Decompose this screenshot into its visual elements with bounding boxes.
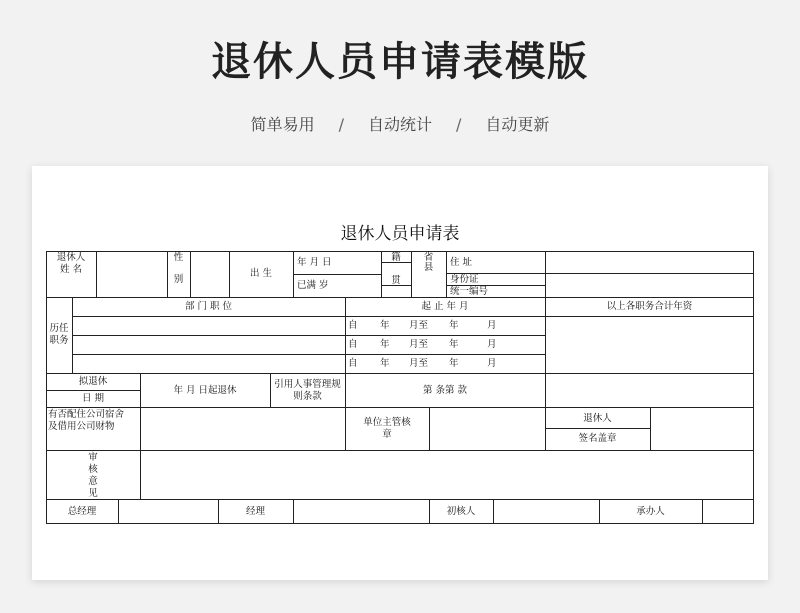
manager-label: 经理 [245, 506, 265, 517]
retire-date-label-1: 拟退休 [78, 376, 108, 387]
retiree-sign-label: 退休人 [583, 413, 612, 424]
separator: / [338, 115, 344, 134]
feature-auto-stat: 自动统计 [367, 115, 432, 134]
retiree-name-label: 退休人 姓 名 [56, 252, 86, 275]
native-label-1: 籍 [391, 252, 401, 263]
county-label: 县 [423, 262, 434, 273]
handler-label: 承办人 [636, 506, 665, 517]
retire-date-label-2: 日 期 [81, 393, 105, 404]
retire-start-date: 年 月 日起退休 [173, 385, 237, 396]
feature-auto-update: 自动更新 [485, 115, 550, 134]
feature-easy: 简单易用 [250, 115, 315, 134]
gender-label-1: 性 [173, 252, 184, 263]
province-label: 省 [423, 252, 434, 263]
rule-label: 引用人事管理规 则条款 [274, 379, 341, 402]
review-opinion-label: 审 核 意 见 [88, 452, 98, 499]
age-label: 已满 岁 [297, 280, 329, 291]
dorm-label: 有否配住公司宿舍 及借用公司财物 [48, 409, 125, 432]
supervisor-label: 单位主管核 章 [363, 417, 411, 440]
general-manager-label: 总经理 [67, 506, 97, 517]
birth-date: 年 月 日 [297, 257, 332, 268]
dept-position-header: 部 门 职 位 [184, 301, 233, 312]
period-header: 起 止 年 月 [421, 301, 469, 312]
sign-seal-label: 签名盖章 [578, 433, 617, 444]
gender-label-2: 别 [173, 274, 184, 285]
id-card-label: 身份证 [450, 274, 479, 285]
page-title: 退休人员申请表模版 [211, 39, 589, 85]
address-label: 住 址 [450, 257, 473, 268]
salary-header: 以上各职务合计年资 [606, 301, 693, 312]
native-label-2: 贯 [391, 275, 401, 286]
separator: / [456, 115, 462, 134]
id-number-label: 统一编号 [450, 286, 489, 297]
form-title: 退休人员申请表 [340, 224, 460, 244]
history-label: 历任 职务 [49, 323, 69, 346]
rule-clause: 第 条第 款 [422, 385, 468, 396]
first-reviewer-label: 初核人 [446, 506, 476, 517]
birth-label: 出 生 [249, 268, 273, 279]
